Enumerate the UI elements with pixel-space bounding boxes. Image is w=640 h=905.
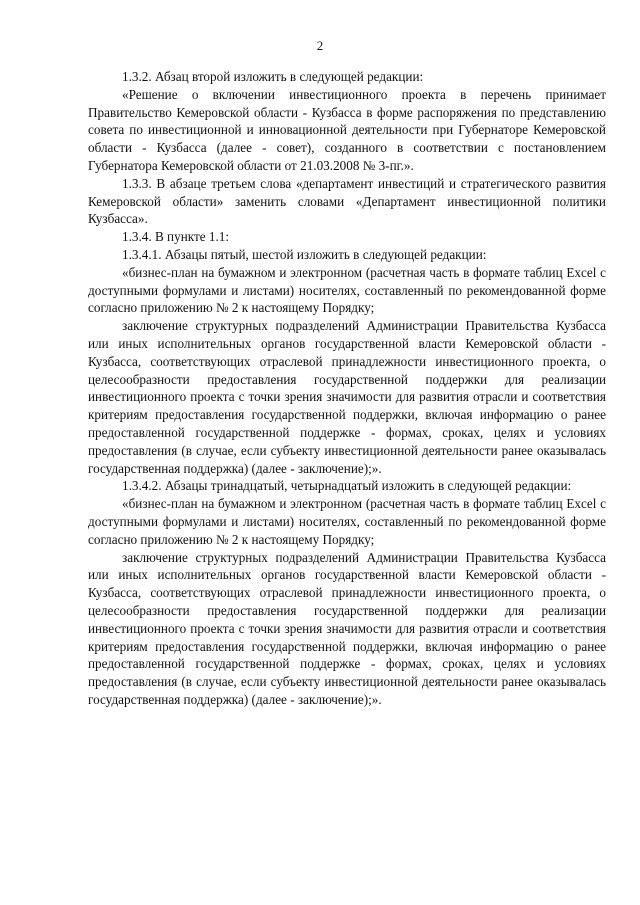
paragraph-1-3-2: 1.3.2. Абзац второй изложить в следующей редакции: <box>122 69 424 84</box>
paragraph-business-plan-1: «бизнес-план на бумажном и электронном (расчетная часть в формате таблиц Excel с доступными формулами и листами) носителях, составленный по рекомендованной форме согласно приложению № 2 к настоящему Порядку; <box>88 264 606 316</box>
paragraph-decision-quote: «Решение о включении инвестиционного проекта в перечень принимает Правительство Кемеровской области - Кузбасса в форме распоряжения по представлению совета по инвестиционной и инновационной деятельности при Губернаторе Кемеровской области - Кузбасса (далее - совет), созданного в соответствии с постановлением Губернатора Кемеровской области от 21.03.2008 № 3-пг.». <box>88 86 606 173</box>
paragraph-1-3-4: 1.3.4. В пункте 1.1: <box>122 229 230 245</box>
page-number: 2 <box>316 38 324 53</box>
paragraph-1-3-4-2: 1.3.4.2. Абзацы тринадцатый, четырнадцатый изложить в следующей редакции: <box>122 478 572 494</box>
paragraph-1-3-3: 1.3.3. В абзаце третьем слова «департамент инвестиций и стратегического развития Кемеровской области» заменить словами «Департамент инвестиционной политики Кузбасса». <box>88 175 606 227</box>
paragraph-1-3-4-1: 1.3.4.1. Абзацы пятый, шестой изложить в следующей редакции: <box>122 246 487 262</box>
document-body <box>88 68 606 709</box>
paragraph-business-plan-2: «бизнес-план на бумажном и электронном (расчетная часть в формате таблиц Excel с доступными формулами и листами) носителях, составленный по рекомендованной форме согласно приложению № 2 к настоящему Порядку; <box>88 496 606 547</box>
paragraph-conclusion-2: заключение структурных подразделений Администрации Правительства Кузбасса или иных исполнительных органов государственной власти Кемеровской области - Кузбасса, соответствующих отраслевой принадлежности инвестиционного проекта, о целесообразности предоставления государственной поддержки для реализации инвестиционного проекта с точки зрения значимости для развития отрасли и соответствия критериям предоставления государственной поддержки, включая информацию о ранее предоставленной государственной поддержке - формах, сроках, целях и условиях предоставления (в случае, если субъекту инвестиционной деятельности ранее оказывалась государственная поддержка) (далее - заключение);». <box>88 549 606 707</box>
paragraph-conclusion-1: заключение структурных подразделений Администрации Правительства Кузбасса или иных исполнительных органов государственной власти Кемеровской области - Кузбасса, соответствующих отраслевой принадлежности инвестиционного проекта, о целесообразности предоставления государственной поддержки для реализации инвестиционного проекта с точки зрения значимости для развития отрасли и соответствия критериям предоставления государственной поддержки, включая информацию о ранее предоставленной государственной поддержке - формах, сроках, целях и условиях предоставления (в случае, если субъекту инвестиционной деятельности ранее оказывалась государственная поддержка) (далее - заключение);». <box>88 318 606 476</box>
